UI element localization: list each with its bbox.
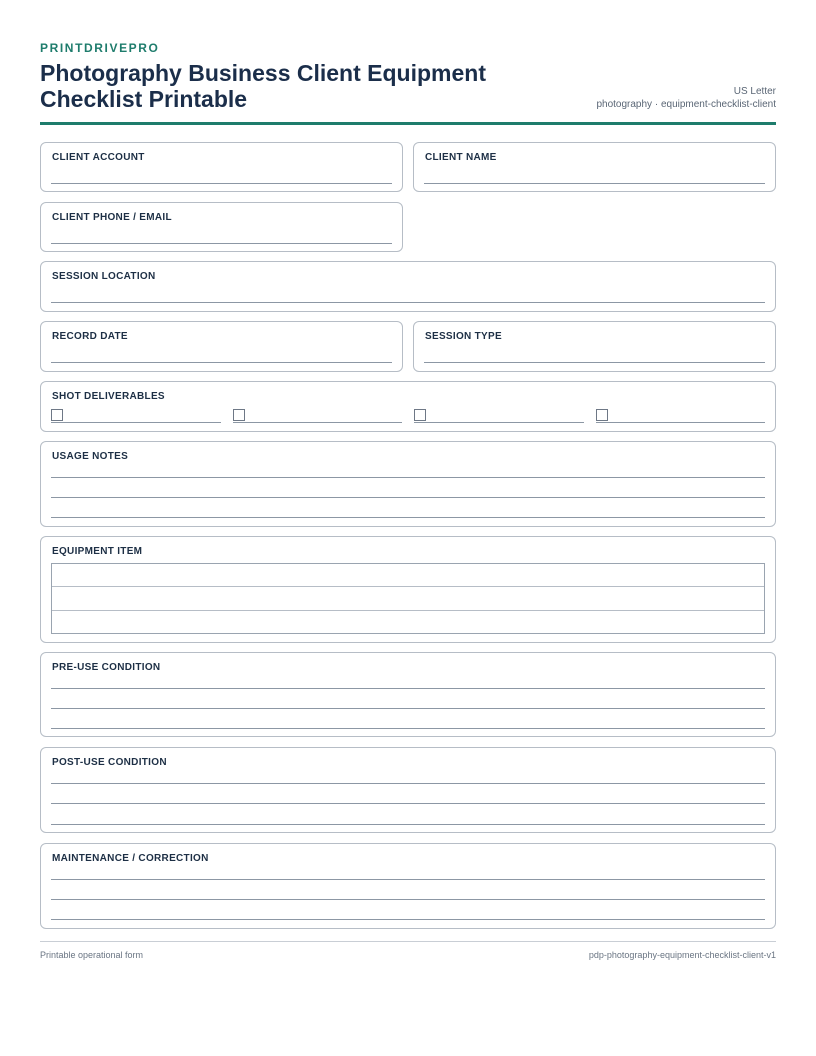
usage-notes-line[interactable] (51, 517, 765, 518)
client-account-field[interactable] (40, 142, 403, 192)
table-row[interactable] (52, 611, 764, 634)
client-phone-email-label: CLIENT PHONE / EMAIL (52, 212, 172, 223)
header-rule (40, 122, 776, 125)
document-meta (596, 85, 776, 111)
post-use-condition-line[interactable] (51, 803, 765, 804)
shot-deliverables-field (40, 381, 776, 432)
maintenance-correction-line[interactable] (51, 879, 765, 880)
table-row[interactable] (52, 564, 764, 587)
pre-use-condition-line[interactable] (51, 728, 765, 729)
session-location-field[interactable] (40, 261, 776, 312)
record-date-line[interactable] (51, 362, 392, 363)
pre-use-condition-label: PRE-USE CONDITION (52, 662, 161, 673)
client-phone-email-line[interactable] (51, 243, 392, 244)
deliverable-option[interactable] (233, 409, 403, 423)
usage-notes-line[interactable] (51, 477, 765, 478)
pre-use-condition-line[interactable] (51, 708, 765, 709)
session-type-label: SESSION TYPE (425, 331, 502, 342)
client-account-line[interactable] (51, 183, 392, 184)
deliverable-option[interactable] (51, 409, 221, 423)
client-account-label: CLIENT ACCOUNT (52, 152, 145, 163)
paper-size: US Letter (733, 86, 776, 97)
brand-name: PRINTDRIVEPRO (40, 41, 160, 55)
deliverable-option[interactable] (596, 409, 766, 423)
equipment-item-field (40, 536, 776, 643)
footer-note: Printable operational form (40, 950, 144, 960)
session-type-line[interactable] (424, 362, 765, 363)
checkbox[interactable] (51, 409, 63, 421)
session-location-label: SESSION LOCATION (52, 271, 156, 282)
post-use-condition-label: POST-USE CONDITION (52, 757, 167, 768)
client-phone-email-field[interactable] (40, 202, 403, 252)
session-location-line[interactable] (51, 302, 765, 303)
maintenance-correction-line[interactable] (51, 919, 765, 920)
client-name-label: CLIENT NAME (425, 152, 497, 163)
post-use-condition-line[interactable] (51, 824, 765, 825)
checkbox[interactable] (596, 409, 608, 421)
client-name-field[interactable] (413, 142, 776, 192)
record-date-field[interactable] (40, 321, 403, 372)
post-use-condition-field[interactable] (40, 747, 776, 833)
usage-notes-label: USAGE NOTES (52, 451, 129, 462)
pre-use-condition-field[interactable] (40, 652, 776, 737)
deliverable-option[interactable] (414, 409, 584, 423)
client-name-line[interactable] (424, 183, 765, 184)
document-slug: photography · equipment-checklist-client (596, 99, 776, 110)
page-title: Photography Business Client Equipment Checklist Printable (40, 60, 486, 112)
table-row[interactable] (52, 587, 764, 610)
usage-notes-line[interactable] (51, 497, 765, 498)
shot-deliverables-label: SHOT DELIVERABLES (52, 391, 165, 402)
record-date-label: RECORD DATE (52, 331, 128, 342)
footer-rule (40, 941, 776, 942)
maintenance-correction-field[interactable] (40, 843, 776, 929)
equipment-item-label: EQUIPMENT ITEM (52, 546, 143, 557)
equipment-item-table (51, 563, 765, 634)
session-type-field[interactable] (413, 321, 776, 372)
maintenance-correction-label: MAINTENANCE / CORRECTION (52, 853, 209, 864)
maintenance-correction-line[interactable] (51, 899, 765, 900)
usage-notes-field[interactable] (40, 441, 776, 527)
deliverables-checkbox-row (51, 409, 765, 423)
post-use-condition-line[interactable] (51, 783, 765, 784)
checkbox[interactable] (233, 409, 245, 421)
checkbox[interactable] (414, 409, 426, 421)
footer-form-id: pdp-photography-equipment-checklist-client-v1 (588, 950, 776, 960)
pre-use-condition-line[interactable] (51, 688, 765, 689)
